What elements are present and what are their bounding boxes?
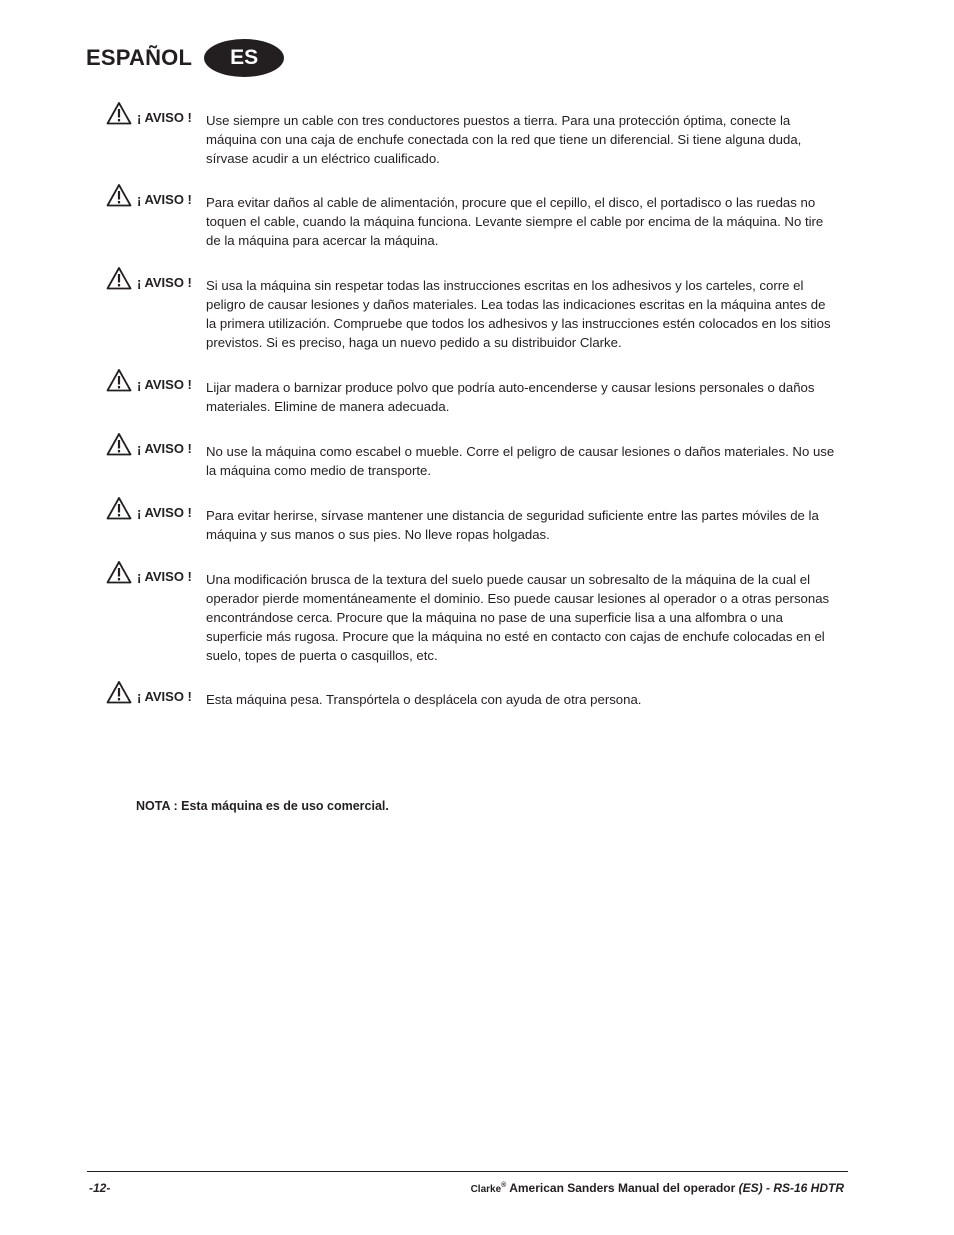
warning-label: ¡ AVISO ! <box>137 689 192 704</box>
warning-block <box>106 378 836 416</box>
registered-mark: ® <box>501 1182 507 1189</box>
footer-company: American Sanders <box>509 1181 615 1195</box>
warning-label: ¡ AVISO ! <box>137 505 192 520</box>
warning-label: ¡ AVISO ! <box>137 275 192 290</box>
warning-triangle-icon <box>106 266 132 290</box>
footer-divider <box>87 1171 848 1172</box>
warning-triangle-icon <box>106 183 132 207</box>
warning-text: Para evitar daños al cable de alimentación, procure que el cepillo, el disco, el portadisco o las ruedas no toquen el cable, cuando la máquina funciona. Levante siempre el cable por encima de la máquina. No tire de la máquina para acercar la máquina. <box>206 195 824 248</box>
warning-text: Para evitar herirse, sírvase mantener une distancia de seguridad suficiente entre las partes móviles de la máquina y sus manos o sus pies. No lleve ropas holgadas. <box>206 508 819 542</box>
language-title: ESPAÑOL <box>86 45 193 70</box>
warning-label: ¡ AVISO ! <box>137 192 192 207</box>
language-header <box>86 38 284 78</box>
footer-code: (ES) - RS-16 HDTR <box>738 1181 844 1195</box>
warning-block <box>106 193 836 250</box>
warning-label: ¡ AVISO ! <box>137 569 192 584</box>
warning-triangle-icon <box>106 368 132 392</box>
language-badge: ES <box>204 39 284 77</box>
warning-block <box>106 506 836 544</box>
warning-triangle-icon <box>106 496 132 520</box>
commercial-use-note: NOTA : Esta máquina es de uso comercial. <box>136 799 389 813</box>
warning-block <box>106 690 836 709</box>
page-number: -12- <box>89 1181 111 1195</box>
warning-text: No use la máquina como escabel o mueble. Corre el peligro de causar lesiones o daños materiales. No use la máquina como medio de transporte. <box>206 444 835 478</box>
warning-block <box>106 570 836 665</box>
warning-block <box>106 442 836 480</box>
footer-manual: Manual del operador <box>617 1181 736 1195</box>
footer-title <box>471 1181 844 1195</box>
warning-text: Una modificación brusca de la textura del suelo puede causar un sobresalto de la máquina de la cual el operador pierde momentáneamente el dominio. Eso puede causar lesiones al operador o a otras personas encontrándose cerca. Procure que la máquina no pase de una superficie lisa a una alfombra o una superficie más rugosa. Procure que la máquina no esté en contacto con cajas de enchufe colocadas en el suelo, topes de puerta o casquillos, etc. <box>206 572 830 663</box>
warning-text: Si usa la máquina sin respetar todas las instrucciones escritas en los adhesivos y los carteles, corre el peligro de causar lesiones y daños materiales. Lea todas las indicaciones escritas en la máquina antes de la primera utilización. Compruebe que todos los adhesivos y las instrucciones estén colocados en los sitios previstos. Si es preciso, haga un nuevo pedido a su distribuidor Clarke. <box>206 278 831 350</box>
warning-label: ¡ AVISO ! <box>137 441 192 456</box>
warning-triangle-icon <box>106 560 132 584</box>
warning-triangle-icon <box>106 432 132 456</box>
warning-block <box>106 276 836 352</box>
warning-text: Use siempre un cable con tres conductores puestos a tierra. Para una protección óptima, conecte la máquina con una caja de enchufe conectada con la red que tiene un diferencial. Si tiene alguna duda, sírvase acudir a un eléctrico cualificado. <box>206 113 802 166</box>
warning-triangle-icon <box>106 680 132 704</box>
warning-text: Esta máquina pesa. Transpórtela o desplácela con ayuda de otra persona. <box>206 692 642 707</box>
warning-label: ¡ AVISO ! <box>137 377 192 392</box>
footer-brand: Clarke <box>470 1184 502 1195</box>
warning-text: Lijar madera o barnizar produce polvo que podría auto-encenderse y causar lesions personales o daños materiales. Elimine de manera adecuada. <box>206 380 815 414</box>
warning-label: ¡ AVISO ! <box>137 110 192 125</box>
warning-block <box>106 111 836 168</box>
warning-triangle-icon <box>106 101 132 125</box>
